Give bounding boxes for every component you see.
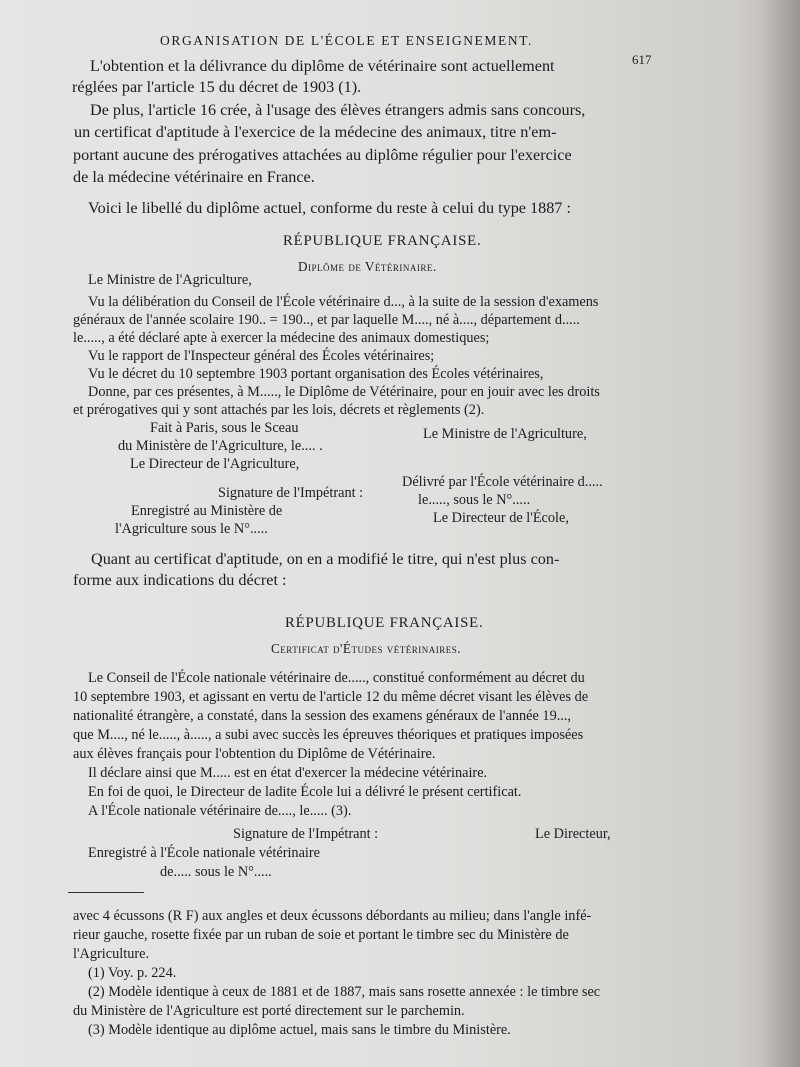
- diploma-line: Vu le décret du 10 septembre 1903 portant organisation des Écoles vétérinaires,: [88, 366, 544, 382]
- delivered-line: Le Directeur de l'École,: [433, 510, 569, 526]
- certificate-registered-line: Enregistré à l'École nationale vétérinaire: [88, 845, 321, 861]
- page-number: 617: [632, 52, 652, 67]
- diploma-line: et prérogatives qui y sont attachés par les lois, décrets et règlements (2).: [73, 402, 485, 418]
- running-header: ORGANISATION DE L'ÉCOLE ET ENSEIGNEMENT.: [160, 33, 534, 48]
- intro-line: Voici le libellé du diplôme actuel, conforme du reste à celui du type 1887 :: [88, 199, 571, 217]
- transition-line: Quant au certificat d'aptitude, on en a modifié le titre, qui n'est plus con-: [91, 550, 560, 568]
- certificate-line: nationalité étrangère, a constaté, dans la session des examens généraux de l'année 19...,: [73, 708, 572, 724]
- registered-line: Enregistré au Ministère de: [131, 503, 283, 519]
- diploma-line: Le Ministre de l'Agriculture,: [88, 272, 252, 288]
- certificate-line: A l'École nationale vétérinaire de...., le..... (3).: [88, 803, 352, 819]
- intro-line: De plus, l'article 16 crée, à l'usage des élèves étrangers admis sans concours,: [90, 101, 586, 119]
- certificate-line: que M...., né le....., à....., a subi avec succès les épreuves théoriques et pratiques imposées: [73, 727, 584, 743]
- certificate-line: Il déclare ainsi que M..... est en état d'exercer la médecine vétérinaire.: [88, 765, 488, 781]
- footnote-line: avec 4 écussons (R F) aux angles et deux écussons débordants au milieu; dans l'angle infé-: [73, 908, 592, 924]
- certificate-line: aux élèves français pour l'obtention du Diplôme de Vétérinaire.: [73, 746, 436, 762]
- intro-line: de la médecine vétérinaire en France.: [73, 168, 315, 186]
- intro-line: portant aucune des prérogatives attachées au diplôme régulier pour l'exercice: [73, 146, 572, 164]
- certificate-line: 10 septembre 1903, et agissant en vertu de l'article 12 du même décret visant les élèves de: [73, 689, 589, 705]
- diploma-subheading: Diplôme de Vétérinaire.: [298, 259, 437, 274]
- certificate-subheading: Certificat d'Études vétérinaires.: [271, 641, 462, 656]
- transition-line: forme aux indications du décret :: [73, 571, 287, 589]
- diploma-line: le....., a été déclaré apte à exercer la médecine des animaux domestiques;: [73, 330, 490, 346]
- intro-line: L'obtention et la délivrance du diplôme de vétérinaire sont actuellement: [90, 57, 555, 75]
- footnote-line: rieur gauche, rosette fixée par un ruban de soie et portant le timbre sec du Ministère de: [73, 927, 569, 943]
- footnote-2: (2) Modèle identique à ceux de 1881 et de 1887, mais sans rosette annexée : le timbre sec: [88, 984, 601, 1000]
- page-edge-shadow: [760, 0, 800, 1067]
- intro-line: un certificat d'aptitude à l'exercice de la médecine des animaux, titre n'em-: [74, 123, 557, 141]
- certificate-impetrant: Signature de l'Impétrant :: [233, 826, 379, 842]
- seal-line: du Ministère de l'Agriculture, le.... .: [118, 438, 323, 454]
- seal-line: Fait à Paris, sous le Sceau: [150, 420, 299, 436]
- intro-line: réglées par l'article 15 du décret de 1903 (1).: [72, 78, 362, 96]
- footnote-3: (3) Modèle identique au diplôme actuel, mais sans le timbre du Ministère.: [88, 1022, 511, 1038]
- certificate-line: Le Conseil de l'École nationale vétérinaire de....., constitué conformément au décret du: [88, 670, 585, 686]
- delivered-line: le....., sous le N°.....: [418, 492, 531, 508]
- minister-signature: Le Ministre de l'Agriculture,: [423, 426, 587, 442]
- certificate-heading: RÉPUBLIQUE FRANÇAISE.: [285, 615, 484, 631]
- footnote-1: (1) Voy. p. 224.: [88, 965, 177, 981]
- footnote-rule: [68, 892, 144, 893]
- diploma-line: Donne, par ces présentes, à M....., le Diplôme de Vétérinaire, pour en jouir avec les droits: [88, 384, 600, 400]
- diploma-line: généraux de l'année scolaire 190.. = 190.., et par laquelle M...., né à...., département d.....: [73, 312, 580, 328]
- footnote-line: du Ministère de l'Agriculture est porté directement sur le parchemin.: [73, 1003, 465, 1019]
- delivered-line: Délivré par l'École vétérinaire d.....: [402, 474, 603, 490]
- intro-line-italic-title: [74, 123, 556, 142]
- seal-line: Le Directeur de l'Agriculture,: [130, 456, 300, 472]
- impetrant-signature: Signature de l'Impétrant :: [218, 485, 364, 501]
- certificate-registered-line: de..... sous le N°.....: [160, 864, 272, 880]
- diploma-line: Vu le rapport de l'Inspecteur général des Écoles vétérinaires;: [88, 348, 435, 364]
- diploma-line: Vu la délibération du Conseil de l'École vétérinaire d..., à la suite de la session d'examens: [88, 294, 599, 310]
- footnote-line: l'Agriculture.: [73, 946, 150, 962]
- certificate-line: En foi de quoi, le Directeur de ladite École lui a délivré le présent certificat.: [88, 784, 522, 800]
- certificate-director: Le Directeur,: [535, 826, 611, 842]
- diploma-heading: RÉPUBLIQUE FRANÇAISE.: [283, 233, 482, 249]
- registered-line: l'Agriculture sous le N°.....: [115, 521, 268, 537]
